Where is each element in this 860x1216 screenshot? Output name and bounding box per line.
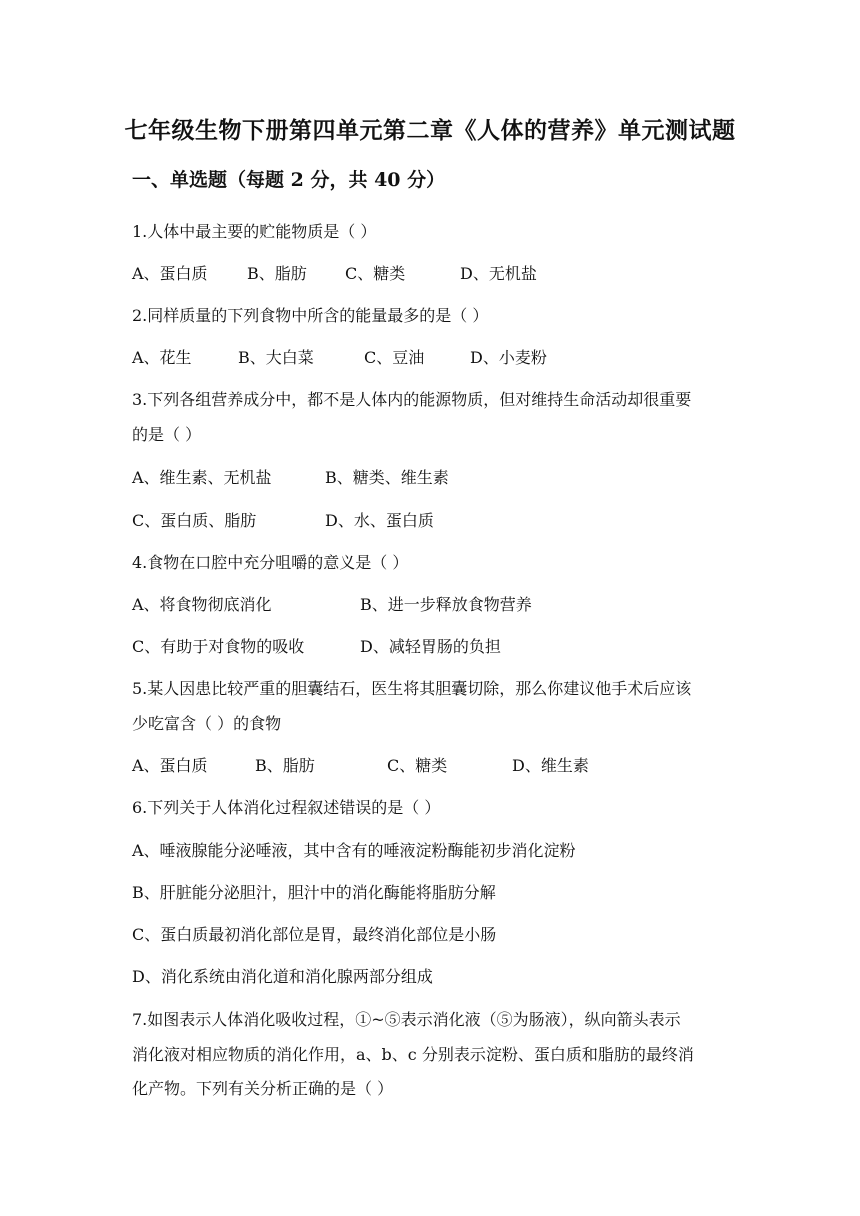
question-4-stem: 4.食物在口腔中充分咀嚼的意义是（ ）: [132, 553, 409, 572]
option-a: A、蛋白质: [132, 264, 208, 283]
question-6-option-a: A、唾液腺能分泌唾液，其中含有的唾液淀粉酶能初步消化淀粉: [132, 841, 576, 860]
question-4-options-row2: [132, 634, 501, 657]
option-d: D、小麦粉: [470, 348, 547, 367]
document-title: 七年级生物下册第四单元第二章《人体的营养》单元测试题: [124, 117, 736, 144]
question-6-option-d: D、消化系统由消化道和消化腺两部分组成: [132, 967, 433, 986]
option-c: C、豆油: [364, 348, 425, 367]
option-b: B、进一步释放食物营养: [360, 595, 532, 614]
option-c: C、糖类: [345, 264, 406, 283]
option-d: D、水、蛋白质: [325, 511, 434, 530]
option-a: A、将食物彻底消化: [132, 595, 272, 614]
question-6-option-c: C、蛋白质最初消化部位是胃，最终消化部位是小肠: [132, 925, 497, 944]
question-5-options: [132, 753, 589, 776]
question-6-stem: 6.下列关于人体消化过程叙述错误的是（ ）: [132, 798, 441, 817]
option-c: C、糖类: [387, 756, 448, 775]
question-1-options: [132, 261, 537, 284]
question-3-stem-cont: 的是（ ）: [132, 425, 202, 444]
option-b: B、脂肪: [255, 756, 315, 775]
question-7-stem-cont1: 消化液对相应物质的消化作用，a、b、c 分别表示淀粉、蛋白质和脂肪的最终消: [132, 1045, 694, 1064]
question-2-stem: 2.同样质量的下列食物中所含的能量最多的是（ ）: [132, 306, 489, 325]
option-a: A、花生: [132, 348, 192, 367]
question-2-options: [132, 345, 547, 368]
question-4-options-row1: [132, 592, 532, 615]
question-6-option-b: B、肝脏能分泌胆汁，胆汁中的消化酶能将脂肪分解: [132, 883, 496, 902]
option-b: B、脂肪: [247, 264, 307, 283]
option-d: D、无机盐: [460, 264, 537, 283]
question-5-stem: 5.某人因患比较严重的胆囊结石，医生将其胆囊切除，那么你建议他手术后应该: [132, 679, 692, 698]
option-c: C、有助于对食物的吸收: [132, 637, 305, 656]
option-b: B、糖类、维生素: [325, 468, 449, 487]
question-7-stem: 7.如图表示人体消化吸收过程，①~⑤表示消化液（⑤为肠液），纵向箭头表示: [132, 1010, 681, 1029]
question-1-stem: 1.人体中最主要的贮能物质是（ ）: [132, 222, 377, 241]
question-5-stem-cont: 少吃富含（ ）的食物: [132, 714, 282, 733]
option-d: D、减轻胃肠的负担: [360, 637, 501, 656]
option-b: B、大白菜: [238, 348, 314, 367]
question-3-options-row1: [132, 465, 449, 488]
question-7-stem-cont2: 化产物。下列有关分析正确的是（ ）: [132, 1079, 394, 1098]
option-c: C、蛋白质、脂肪: [132, 511, 257, 530]
option-a: A、维生素、无机盐: [132, 468, 272, 487]
option-d: D、维生素: [512, 756, 589, 775]
question-3-options-row2: [132, 508, 434, 531]
section-heading: 一、单选题（每题 2 分，共 40 分）: [132, 169, 446, 191]
question-3-stem: 3.下列各组营养成分中，都不是人体内的能源物质，但对维持生命活动却很重要: [132, 390, 692, 409]
option-a: A、蛋白质: [132, 756, 208, 775]
